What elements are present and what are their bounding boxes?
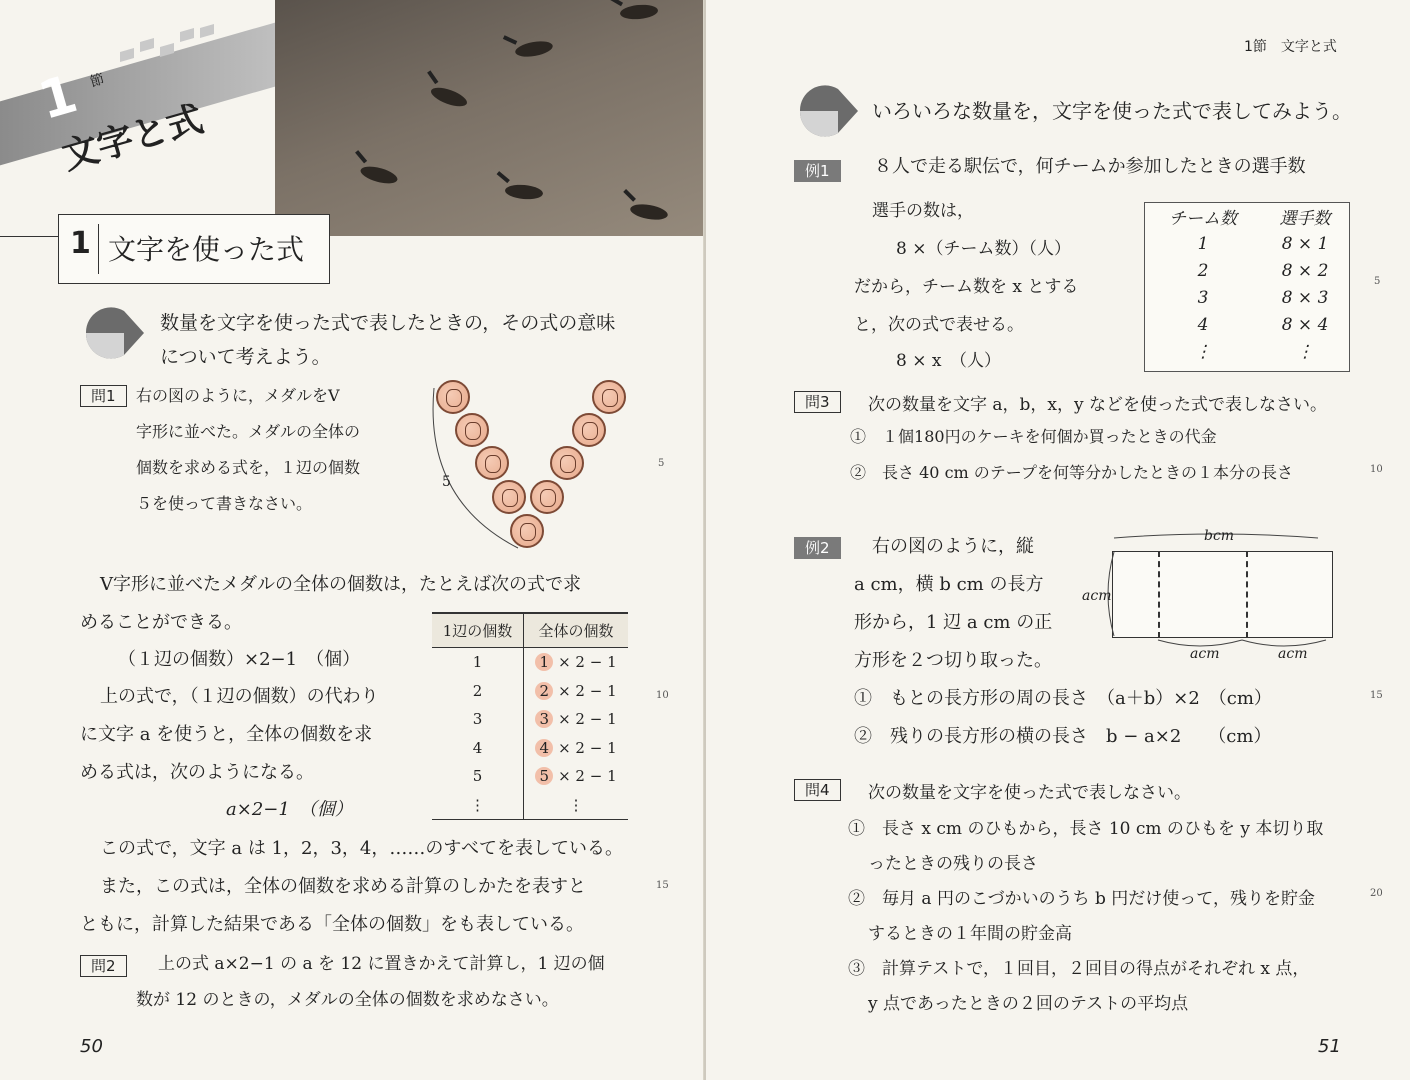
subsection-title: 文字を使った式 [108,233,305,266]
figure-label: 5 [442,474,451,490]
q1-line: 右の図のように，メダルをV [136,386,340,405]
q4-item-cont: y 点であったときの２回のテストの平均点 [868,994,1189,1014]
goal-arrow-icon [798,84,860,138]
goal-arrow-icon [84,306,146,360]
body-line: ともに，計算した結果である「全体の個数」をも表している。 [80,914,584,935]
line-number: 15 [1370,690,1383,701]
ex2-tag: 例2 [794,537,841,559]
section-label: 節 [88,71,107,91]
ex1-line-1: ８人で走る駅伝で，何チームか参加したときの選手数 [874,156,1306,177]
body-line: V字形に並べたメダルの全体の個数は，たとえば次の式で求 [100,574,581,595]
ex2-line: 右の図のように，縦 [872,536,1034,557]
table-row: 5 5 × 2 − 1 [432,762,628,791]
team-note-card: チーム数 選手数 1 8 × 1 2 8 × 2 3 8 × 3 4 8 × 4 ⋮ ⋮ [1144,202,1350,372]
formula2: a×2−1 （個） [226,799,353,820]
ex1-line-6: 8 × x （人） [896,351,1001,371]
medal [475,446,509,480]
section-title: 文字と式 [57,98,208,178]
q1-line: ５を使って書きなさい。 [136,494,313,513]
ex2-text [854,528,1052,680]
q2-text [136,946,605,1018]
body-line: に文字 a を使うと，全体の個数を求 [80,724,373,745]
fig-label-a1: acm [1190,646,1220,662]
goal-line: について考えよう。 [160,346,331,368]
q1-tag: 問1 [80,385,127,407]
q3-text: 次の数量を文字 a，b，x，y などを使った式で表しなさい。 [868,395,1328,415]
body-line: める式は，次のようになる。 [80,762,314,783]
table-row: 3 3 × 2 − 1 [432,705,628,734]
q4-item: ③ 計算テストで，１回目，２回目の得点がそれぞれ x 点， [848,959,1310,979]
line-number: 5 [658,458,665,469]
q4-text: 次の数量を文字を使った式で表しなさい。 [868,783,1191,803]
fig-label-a: acm [1082,588,1112,604]
q2-tag: 問2 [80,955,127,977]
body-line: 上の式で，（１辺の個数）の代わり [100,686,379,707]
ex2-line: 方形を２つ切り取った。 [854,650,1052,671]
page-number: 50 [80,1036,103,1057]
ex2-item-2: ② 残りの長方形の横の長さ b − a×2 （cm） [854,726,1272,747]
ex2-line: a cm，横 b cm の長方 [854,574,1044,595]
running-head: 1節 文字と式 [1244,39,1337,55]
q4-item: ② 毎月 a 円のこづかいのうち b 円だけ使って，残りを貯金 [848,889,1315,909]
body-line: また，この式は，全体の個数を求める計算のしかたを表すと [100,876,586,897]
ex1-line-3: 8 ×（チーム数）（人） [896,239,1071,259]
line-number: 20 [1370,888,1383,899]
q3-item-2: ② 長さ 40 cm のテープを何等分かしたときの１本分の長さ [850,463,1293,482]
ex2-line: 形から，1 辺 a cm の正 [854,612,1053,633]
line-number: 10 [1370,464,1383,475]
body2 [80,678,379,792]
goal-text: いろいろな数量を，文字を使った式で表してみよう。 [872,99,1352,123]
q1-line: 個数を求める式を，１辺の個数 [136,458,361,477]
table-header: 全体の個数 [523,613,628,648]
q1-text [136,378,360,522]
fig-label-a2: acm [1278,646,1308,662]
geese-photo [275,0,705,236]
goal-text [160,306,615,374]
dimension-braces [1096,528,1346,668]
formula1: （１辺の個数）×2−1 （個） [118,649,361,670]
q2-line: 上の式 a×2−1 の a を 12 に置きかえて計算し，1 辺の個 [158,954,605,974]
medal [436,380,470,414]
subsection-rule [0,236,60,237]
ex1-line-4: だから，チーム数を x とする [854,277,1079,297]
table-header: 1辺の個数 [432,613,523,648]
medal-count-table [432,612,628,820]
fig-label-b: bcm [1204,528,1235,544]
section-number: 1 [32,64,84,132]
table-row: 4 4 × 2 − 1 [432,734,628,763]
page-number: 51 [1318,1036,1341,1057]
note-header: 選手数 [1279,209,1331,229]
medal [592,380,626,414]
ex1-line-5: と，次の式で表せる。 [854,315,1024,335]
q2-line: 数が 12 のときの，メダルの全体の個数を求めなさい。 [136,990,559,1010]
medal [550,446,584,480]
line-number: 5 [1374,276,1381,287]
body3 [80,830,623,944]
ex1-tag: 例1 [794,160,841,182]
right-page [706,0,1410,1080]
table-row: ⋮ ⋮ [432,791,628,820]
goal-line: 数量を文字を使った式で表したときの，その式の意味 [160,312,616,334]
q3-tag: 問3 [794,391,841,413]
q3-item-1: ① １個180円のケーキを何個か買ったときの代金 [850,427,1217,446]
table-row: 1 1 × 2 − 1 [432,648,628,677]
medal [530,480,564,514]
q4-item-cont: ったときの残りの長さ [868,854,1038,874]
subsection-number: 1 [70,226,91,261]
ex1-line-2: 選手の数は， [872,201,974,221]
medal [510,514,544,548]
body-line: めることができる。 [80,612,242,633]
subsection-divider [98,224,99,274]
medal [455,413,489,447]
line-number: 15 [656,880,669,891]
q4-items [848,812,1323,1022]
line-number: 10 [656,690,669,701]
body-line: この式で，文字 a は 1，2，3，4，……のすべてを表している。 [100,838,623,859]
q4-tag: 問4 [794,779,841,801]
q4-item-cont: するときの１年間の貯金高 [868,924,1072,944]
ex2-item-1: ① もとの長方形の周の長さ （a＋b）×2 （cm） [854,688,1272,709]
q4-item: ① 長さ x cm のひもから，長さ 10 cm のひもを y 本切り取 [848,819,1324,839]
q1-line: 字形に並べた。メダルの全体の [136,422,361,441]
note-header: チーム数 [1169,209,1238,229]
table-row: 2 2 × 2 − 1 [432,677,628,706]
left-page [0,0,704,1080]
medal [492,480,526,514]
medal [572,413,606,447]
